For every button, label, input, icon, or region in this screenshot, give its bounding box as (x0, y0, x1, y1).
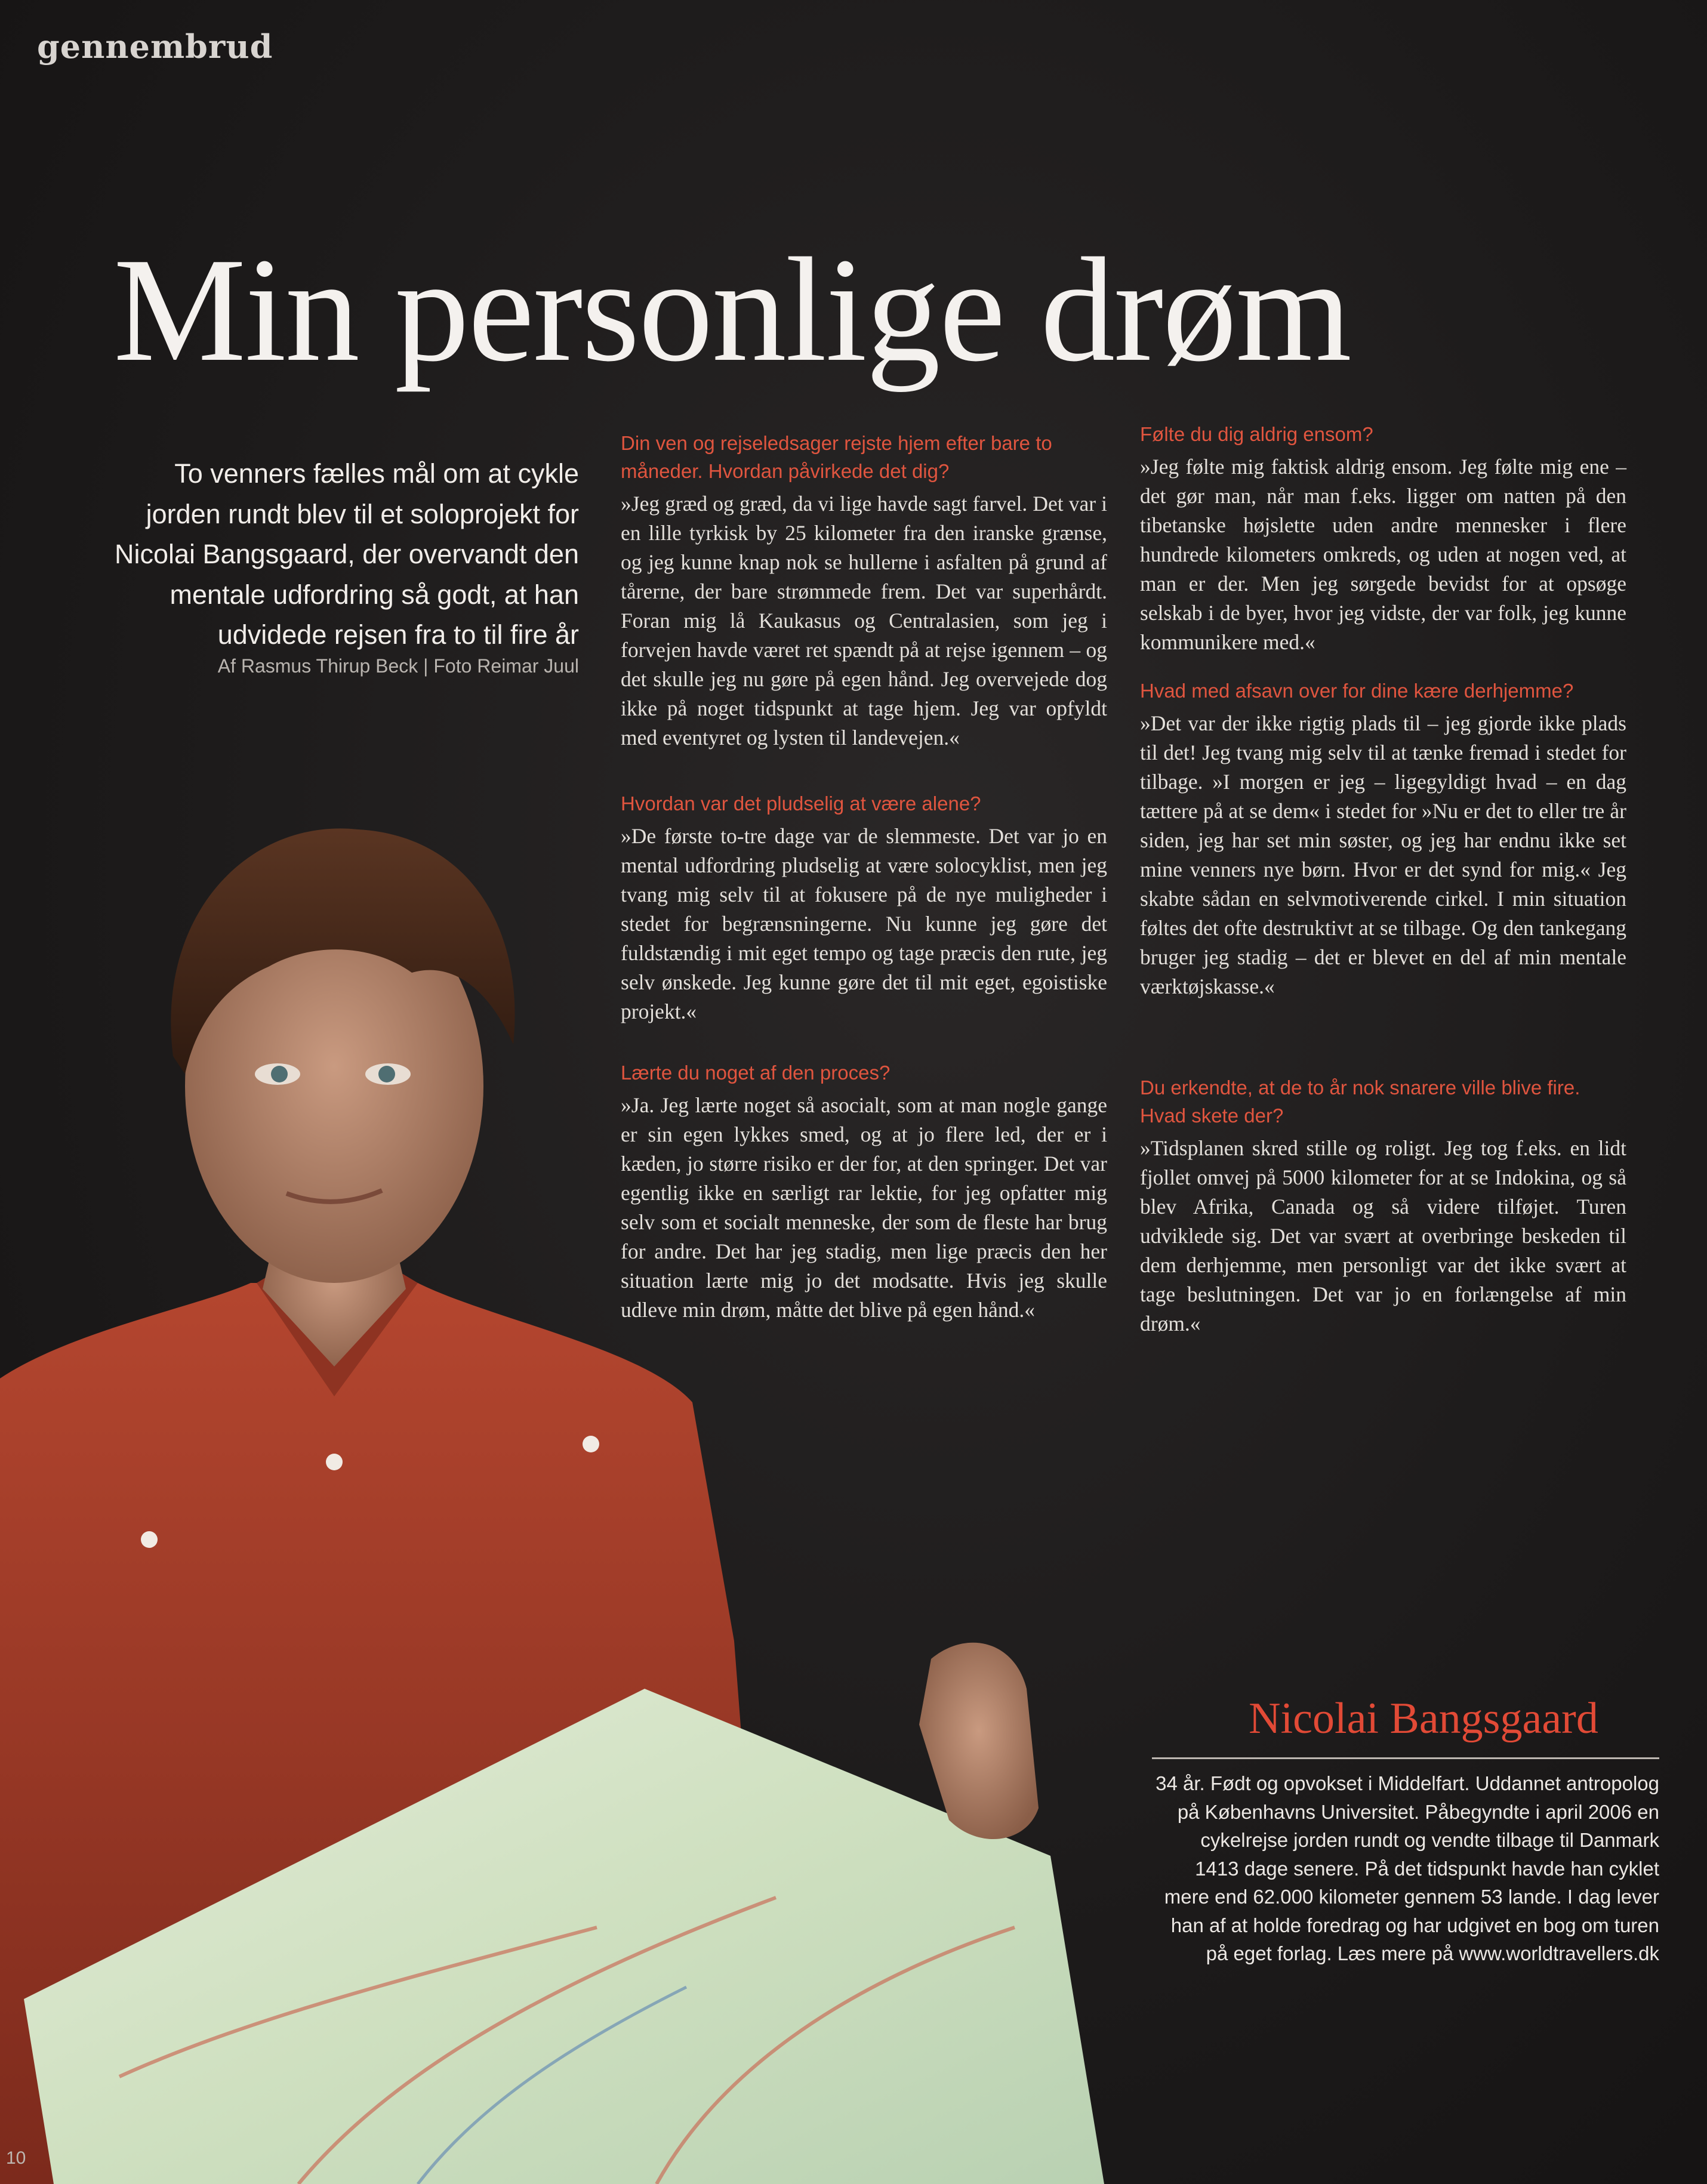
qa-block-3 (621, 1059, 1107, 1325)
qa-block-2 (621, 790, 1107, 1026)
question: Din ven og rejseledsager rejste hjem efter bare to måneder. Hvordan påvirkede det dig? (621, 432, 1052, 482)
headline: Min personlige drøm (113, 227, 1351, 393)
answer: »Ja. Jeg lærte noget så asocialt, som at man nogle gange er sin egen lykkes smed, og at jo flere led, der er i kæden, jo større risiko er der for, at den springer. Det var egentlig ikke en særligt rar lektie, for jeg opfatter mig selv som et socialt menneske, der som de fleste har brug for andre. Det har jeg stadig, men lige præcis den her situation lærte mig jo det modsatte. Hvis jeg skulle udleve min drøm, måtte det blive på egen hånd.« (621, 1093, 1107, 1322)
bio-divider (1152, 1757, 1659, 1759)
bio-name: Nicolai Bangsgaard (1249, 1694, 1598, 1743)
question: Hvordan var det pludselig at være alene? (621, 792, 981, 815)
answer: »Det var der ikke rigtig plads til – jeg gjorde ikke plads til det! Jeg tvang mig selv til at tænke fremad i stedet for tilbage. »I morgen er jeg – ligegyldigt hvad – en dag tættere på at se dem« i stedet for »Nu er det to eller tre år siden, jeg har set min søster, og jeg har endnu ikke set mine venners nye børn. Hvor er det synd for mig.« Jeg skabte sådan en selvmotiverende cirkel. I min situation føltes det ofte destruktivt at se tilbage. Og den tankegang bruger jeg stadig – det er blevet en del af min mentale værktøjskasse.« (1140, 711, 1626, 998)
byline: Af Rasmus Thirup Beck | Foto Reimar Juul (217, 655, 579, 677)
qa-block-1 (621, 430, 1107, 752)
page-number: 10 (6, 2148, 26, 2168)
question: Hvad med afsavn over for dine kære derhjemme? (1140, 680, 1574, 702)
answer: »Jeg græd og græd, da vi lige havde sagt farvel. Det var i en lille tyrkisk by 25 kilometer fra den iranske grænse, og jeg kunne knap nok se hullerne i asfalten på grund af tårerne, der bare strømmede frem. Det var superhårdt. Foran mig lå Kaukasus og Centralasien, som jeg i forvejen havde været ret spændt på at rejse igennem – og det skulle jeg nu gøre på egen hånd. Jeg overvejede dog ikke på noget tidspunkt at tage hjem. Jeg var opfyldt med eventyret og lysten til landevejen.« (621, 491, 1107, 749)
question: Du erkendte, at de to år nok snarere ville blive fire. Hvad skete der? (1140, 1076, 1580, 1127)
qa-block-5 (1140, 677, 1626, 1001)
section-tag: gennembrud (37, 27, 273, 66)
answer: »Jeg følte mig faktisk aldrig ensom. Jeg følte mig ene – det gør man, når man f.eks. ligger om natten på den tibetanske højslette uden andre mennesker i flere hundrede kilometers omkreds, og uden at nogen ved, at man er der. Men jeg sørgede bevidst for at opsøge selskab i de byer, hvor jeg vidste, der var folk, jeg kunne kommunikere med.« (1140, 454, 1626, 654)
answer: »De første to-tre dage var de slemmeste. Det var jo en mental udfordring pludselig at være solocyklist, men jeg tvang mig selv til at fokusere på de nye muligheder i stedet for begrænsningerne. Nu kunne jeg gøre det fuldstændig i mit eget tempo og tage præcis den rute, jeg selv ønskede. Jeg kunne gøre det til mit eget, egoistiske projekt.« (621, 823, 1107, 1023)
qa-block-4 (1140, 421, 1626, 657)
intro-lead: To venners fælles mål om at cykle jorden rundt blev til et soloprojekt for Nicolai Bangsgaard, der overvandt den mentale udfordring så godt, at han udvidede rejsen fra to til fire år (115, 458, 579, 650)
answer: »Tidsplanen skred stille og roligt. Jeg tog f.eks. en lidt fjollet omvej på 5000 kilometer for at se Indokina, og så blev Afrika, Canada og så videre tilføjet. Turen udviklede sig. Det var svært at overbringe beskeden til dem derhjemme, men personligt var det ikke svært at tage beslutningen. Det var jo en forlængelse af min drøm.« (1140, 1136, 1626, 1335)
bio-text: 34 år. Født og opvokset i Middelfart. Uddannet antropolog på Københavns Universitet. Påbegyndte i april 2006 en cykelrejse jorden rundt og vendte tilbage til Danmark 1413 dage senere. På det tidspunkt havde han cyklet mere end 62.000 kilometer gennem 53 lande. I dag lever han af at holde foredrag og har udgivet en bog om turen på eget forlag. Læs mere på www.worldtravellers.dk (1156, 1772, 1659, 1965)
question: Lærte du noget af den proces? (621, 1062, 891, 1084)
question: Følte du dig aldrig ensom? (1140, 423, 1373, 445)
qa-block-6 (1140, 1074, 1626, 1338)
